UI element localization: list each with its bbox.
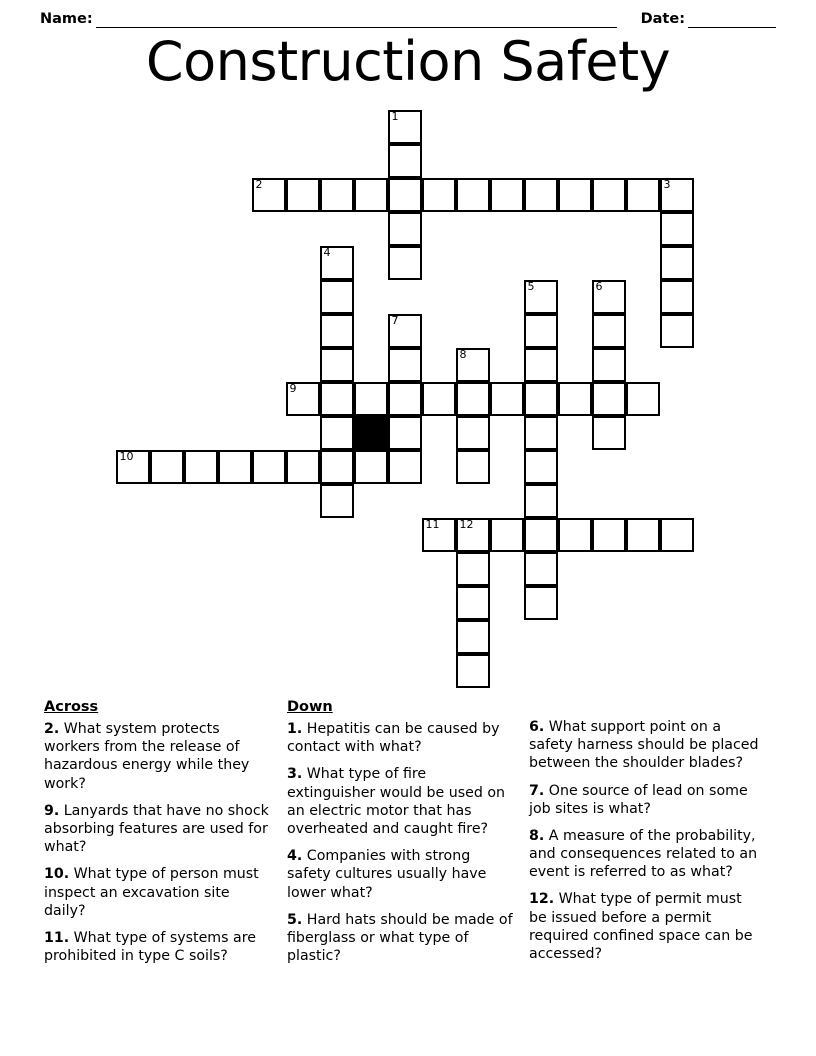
across-clue-list bbox=[44, 720, 273, 965]
clue-item bbox=[287, 847, 515, 902]
crossword-cell[interactable] bbox=[320, 450, 354, 484]
clue-text: A measure of the probability, and consequences related to an event is referred to as what? bbox=[529, 827, 758, 881]
clue-number: 12. bbox=[529, 891, 555, 908]
crossword-cell-number: 11 bbox=[425, 518, 440, 531]
crossword-cell[interactable] bbox=[388, 178, 422, 212]
crossword-cell[interactable] bbox=[456, 382, 490, 416]
clue-column-across bbox=[44, 698, 287, 974]
crossword-cell[interactable] bbox=[320, 314, 354, 348]
clue-text: What type of systems are prohibited in type C soils? bbox=[44, 929, 256, 965]
clue-text: What type of fire extinguisher would be used on an electric motor that has overheated and caught fire? bbox=[287, 766, 506, 837]
crossword-cell[interactable] bbox=[184, 450, 218, 484]
crossword-cell[interactable] bbox=[558, 178, 592, 212]
crossword-cell[interactable] bbox=[320, 246, 354, 280]
crossword-cell[interactable] bbox=[524, 314, 558, 348]
clue-number: 4. bbox=[287, 848, 303, 865]
crossword-cell[interactable] bbox=[456, 348, 490, 382]
clue-item bbox=[44, 720, 273, 793]
crossword-cell[interactable] bbox=[626, 178, 660, 212]
crossword-cell[interactable] bbox=[592, 382, 626, 416]
crossword-cell[interactable] bbox=[626, 382, 660, 416]
crossword-cell[interactable] bbox=[116, 450, 150, 484]
crossword-cell[interactable] bbox=[592, 348, 626, 382]
crossword-cell-number: 2 bbox=[255, 178, 263, 191]
crossword-cell[interactable] bbox=[660, 178, 694, 212]
crossword-cell[interactable] bbox=[592, 280, 626, 314]
crossword-cell[interactable] bbox=[388, 144, 422, 178]
crossword-cell[interactable] bbox=[320, 416, 354, 450]
crossword-cell[interactable] bbox=[456, 552, 490, 586]
crossword-cell[interactable] bbox=[490, 382, 524, 416]
clue-item bbox=[44, 929, 273, 965]
crossword-cell[interactable] bbox=[320, 280, 354, 314]
clue-text: Lanyards that have no shock absorbing features are used for what? bbox=[44, 802, 269, 856]
crossword-cell[interactable] bbox=[422, 178, 456, 212]
crossword-cell[interactable] bbox=[388, 416, 422, 450]
crossword-cell[interactable] bbox=[524, 280, 558, 314]
crossword-cell[interactable] bbox=[388, 348, 422, 382]
clue-item bbox=[287, 720, 515, 756]
crossword-cell-number: 7 bbox=[391, 314, 399, 327]
crossword-cell[interactable] bbox=[456, 654, 490, 688]
crossword-cell[interactable] bbox=[456, 416, 490, 450]
crossword-cell[interactable] bbox=[286, 382, 320, 416]
clue-number: 2. bbox=[44, 721, 60, 738]
crossword-cell[interactable] bbox=[524, 382, 558, 416]
crossword-cell[interactable] bbox=[592, 314, 626, 348]
clue-number: 9. bbox=[44, 802, 60, 819]
crossword-cell[interactable] bbox=[660, 314, 694, 348]
crossword-cell[interactable] bbox=[626, 518, 660, 552]
clue-item bbox=[287, 765, 515, 838]
crossword-cell[interactable] bbox=[660, 212, 694, 246]
crossword-cell[interactable] bbox=[558, 382, 592, 416]
clue-number: 3. bbox=[287, 766, 303, 783]
clue-item bbox=[44, 802, 273, 857]
clue-column-down-second bbox=[529, 698, 774, 972]
clue-number: 7. bbox=[529, 782, 545, 799]
crossword-cell[interactable] bbox=[524, 586, 558, 620]
clue-text: One source of lead on some job sites is what? bbox=[529, 782, 748, 817]
crossword-cell[interactable] bbox=[150, 450, 184, 484]
crossword-cell[interactable] bbox=[490, 178, 524, 212]
clue-number: 5. bbox=[287, 911, 303, 928]
clue-number: 10. bbox=[44, 866, 70, 883]
crossword-cell[interactable] bbox=[524, 518, 558, 552]
name-label: Name: bbox=[40, 11, 93, 27]
crossword-cell[interactable] bbox=[286, 178, 320, 212]
clues-section bbox=[44, 698, 774, 974]
crossword-cell[interactable] bbox=[388, 314, 422, 348]
clue-text: What type of permit must be issued before a permit required confined space can be accessed? bbox=[529, 891, 753, 962]
crossword-cell[interactable] bbox=[456, 586, 490, 620]
crossword-cell[interactable] bbox=[388, 246, 422, 280]
crossword-cell[interactable] bbox=[388, 382, 422, 416]
crossword-cell-number: 3 bbox=[663, 178, 671, 191]
clue-number: 6. bbox=[529, 719, 545, 735]
crossword-cell[interactable] bbox=[320, 484, 354, 518]
crossword-cell[interactable] bbox=[456, 620, 490, 654]
crossword-cell[interactable] bbox=[524, 178, 558, 212]
date-label: Date: bbox=[640, 11, 685, 27]
crossword-cell[interactable] bbox=[660, 280, 694, 314]
crossword-cell[interactable] bbox=[524, 450, 558, 484]
crossword-cell[interactable] bbox=[252, 450, 286, 484]
crossword-cell[interactable] bbox=[660, 518, 694, 552]
clue-item bbox=[529, 890, 760, 963]
clue-text: What system protects workers from the release of hazardous energy while they work? bbox=[44, 721, 250, 792]
crossword-cell-number: 10 bbox=[119, 450, 134, 463]
crossword-cell-number: 6 bbox=[595, 280, 603, 293]
crossword-cell[interactable] bbox=[524, 416, 558, 450]
crossword-cell[interactable] bbox=[456, 518, 490, 552]
clue-item bbox=[529, 718, 760, 773]
clue-number: 1. bbox=[287, 721, 303, 738]
down-heading: Down bbox=[287, 699, 333, 715]
crossword-cell[interactable] bbox=[490, 518, 524, 552]
clue-text: Companies with strong safety cultures usually have lower what? bbox=[287, 848, 487, 901]
clue-text: Hard hats should be made of fiberglass or what type of plastic? bbox=[287, 911, 513, 965]
crossword-cell[interactable] bbox=[592, 518, 626, 552]
crossword-cell[interactable] bbox=[456, 178, 490, 212]
crossword-cell[interactable] bbox=[524, 552, 558, 586]
clue-item bbox=[287, 911, 515, 966]
crossword-blocked-cell bbox=[354, 416, 388, 450]
crossword-cell-number: 1 bbox=[391, 110, 399, 123]
crossword-cell[interactable] bbox=[388, 212, 422, 246]
crossword-cell-number: 12 bbox=[459, 518, 474, 531]
crossword-cell-number: 5 bbox=[527, 280, 535, 293]
crossword-cell[interactable] bbox=[592, 178, 626, 212]
crossword-cell[interactable] bbox=[388, 450, 422, 484]
crossword-cell[interactable] bbox=[218, 450, 252, 484]
crossword-cell[interactable] bbox=[422, 518, 456, 552]
crossword-cell[interactable] bbox=[320, 348, 354, 382]
crossword-cell[interactable] bbox=[320, 178, 354, 212]
crossword-cell-number: 4 bbox=[323, 246, 331, 259]
crossword-cell[interactable] bbox=[558, 518, 592, 552]
clue-item bbox=[529, 782, 760, 818]
crossword-cell[interactable] bbox=[524, 348, 558, 382]
clue-item bbox=[44, 865, 273, 920]
clue-column-down-first bbox=[287, 698, 529, 974]
clue-text: What type of person must inspect an excavation site daily? bbox=[44, 866, 259, 919]
clue-text: What support point on a safety harness should be placed between the shoulder blades? bbox=[529, 719, 759, 772]
crossword-cell[interactable] bbox=[320, 382, 354, 416]
clue-number: 11. bbox=[44, 929, 70, 946]
crossword-cell[interactable] bbox=[354, 450, 388, 484]
crossword-cell[interactable] bbox=[592, 416, 626, 450]
crossword-cell[interactable] bbox=[354, 178, 388, 212]
clue-text: Hepatitis can be caused by contact with what? bbox=[287, 721, 500, 756]
crossword-cell[interactable] bbox=[422, 382, 456, 416]
clue-number: 8. bbox=[529, 827, 545, 844]
crossword-cell[interactable] bbox=[252, 178, 286, 212]
crossword-cell[interactable] bbox=[524, 484, 558, 518]
crossword-cell[interactable] bbox=[388, 110, 422, 144]
down-clue-list-first bbox=[287, 720, 515, 965]
crossword-cell-number: 8 bbox=[459, 348, 467, 361]
page-title: Construction Safety bbox=[145, 30, 671, 93]
crossword-cell[interactable] bbox=[286, 450, 320, 484]
crossword-cell[interactable] bbox=[354, 382, 388, 416]
across-heading: Across bbox=[44, 699, 99, 715]
down-clue-list-second bbox=[529, 718, 760, 963]
crossword-cell-number: 9 bbox=[289, 382, 297, 395]
clue-item bbox=[529, 827, 760, 882]
crossword-cell[interactable] bbox=[456, 450, 490, 484]
crossword-cell[interactable] bbox=[660, 246, 694, 280]
clue-column-spacer bbox=[529, 698, 760, 718]
